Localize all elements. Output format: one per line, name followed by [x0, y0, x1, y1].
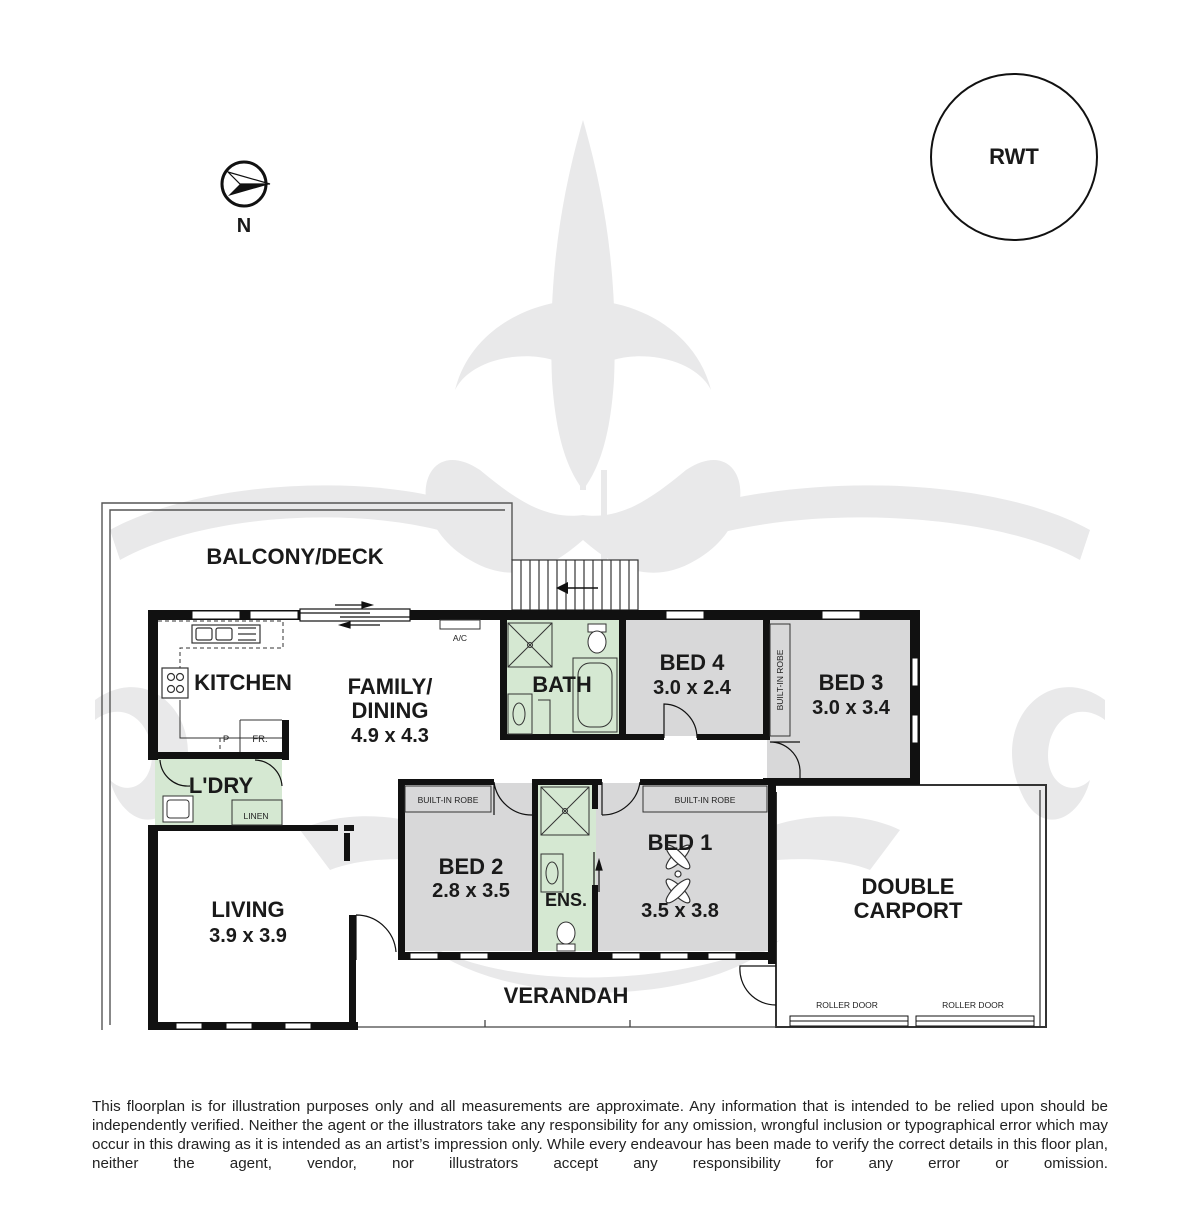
- disclaimer-text: This floorplan is for illustration purposes only and all measurements are approximate. Any information that is intended to be relied upon should be independently verified. Neither the agent or the illustrators take any responsibility for any omission, wrongful inclusion or typographical error which may occur in this drawing as it is intended as an artist’s impression only. While every endeavour has been made to verify the correct details in this floor plan, neither the agent, vendor, nor illustrators accept any responsibility for any error or omission.: [92, 1098, 1108, 1172]
- linen-label: LINEN: [243, 811, 269, 821]
- cooktop-icon: [162, 668, 188, 698]
- bath-label: BATH: [532, 672, 592, 697]
- tank-label: RWT: [989, 144, 1039, 169]
- family-label-line1: FAMILY/: [347, 674, 433, 699]
- living-label: LIVING: [211, 897, 285, 922]
- bed1-dims: 3.5 x 3.8: [641, 900, 719, 922]
- robe-bed2-label: BUILT-IN ROBE: [417, 795, 479, 805]
- verandah-label: VERANDAH: [503, 983, 629, 1008]
- carport-label-line1: DOUBLE: [861, 874, 955, 899]
- robe-bed1-label: BUILT-IN ROBE: [674, 795, 736, 805]
- robe-bed3-label: BUILT-IN ROBE: [775, 649, 785, 711]
- bed2-dims: 2.8 x 3.5: [432, 880, 510, 902]
- kitchen-label: KITCHEN: [194, 670, 292, 695]
- pantry-label: P: [222, 734, 230, 745]
- laundry-tub-icon: [163, 796, 193, 822]
- roller-door-1-label: ROLLER DOOR: [816, 1000, 878, 1010]
- sliding-door: [300, 602, 410, 628]
- fridge-label: FR.: [252, 734, 268, 745]
- bed3-label: BED 3: [818, 670, 884, 695]
- kitchen-sink-icon: [192, 625, 260, 643]
- carport-label-line2: CARPORT: [853, 898, 963, 923]
- ac-label: A/C: [452, 633, 468, 643]
- ensuite-toilet-icon: [557, 922, 575, 951]
- stairs: [512, 560, 638, 610]
- roller-doors: [790, 1016, 1034, 1026]
- ensuite-label: ENS.: [544, 890, 588, 910]
- compass-label: N: [236, 215, 252, 237]
- family-label-line2: DINING: [351, 698, 429, 723]
- balcony-label: BALCONY/DECK: [206, 544, 384, 569]
- bed2-label: BED 2: [438, 854, 504, 879]
- north-compass-icon: [222, 162, 270, 206]
- roller-door-2-label: ROLLER DOOR: [942, 1000, 1004, 1010]
- bed3-dims: 3.0 x 3.4: [812, 697, 890, 719]
- laundry-label: L'DRY: [188, 773, 254, 798]
- bed4-dims: 3.0 x 2.4: [653, 677, 731, 699]
- ac-unit: [440, 620, 480, 629]
- living-dims: 3.9 x 3.9: [209, 925, 287, 947]
- family-dims: 4.9 x 4.3: [351, 725, 429, 747]
- toilet-icon: [588, 624, 606, 653]
- bed1-label: BED 1: [647, 830, 713, 855]
- bed4-label: BED 4: [659, 650, 725, 675]
- verandah-outline: [355, 1020, 776, 1027]
